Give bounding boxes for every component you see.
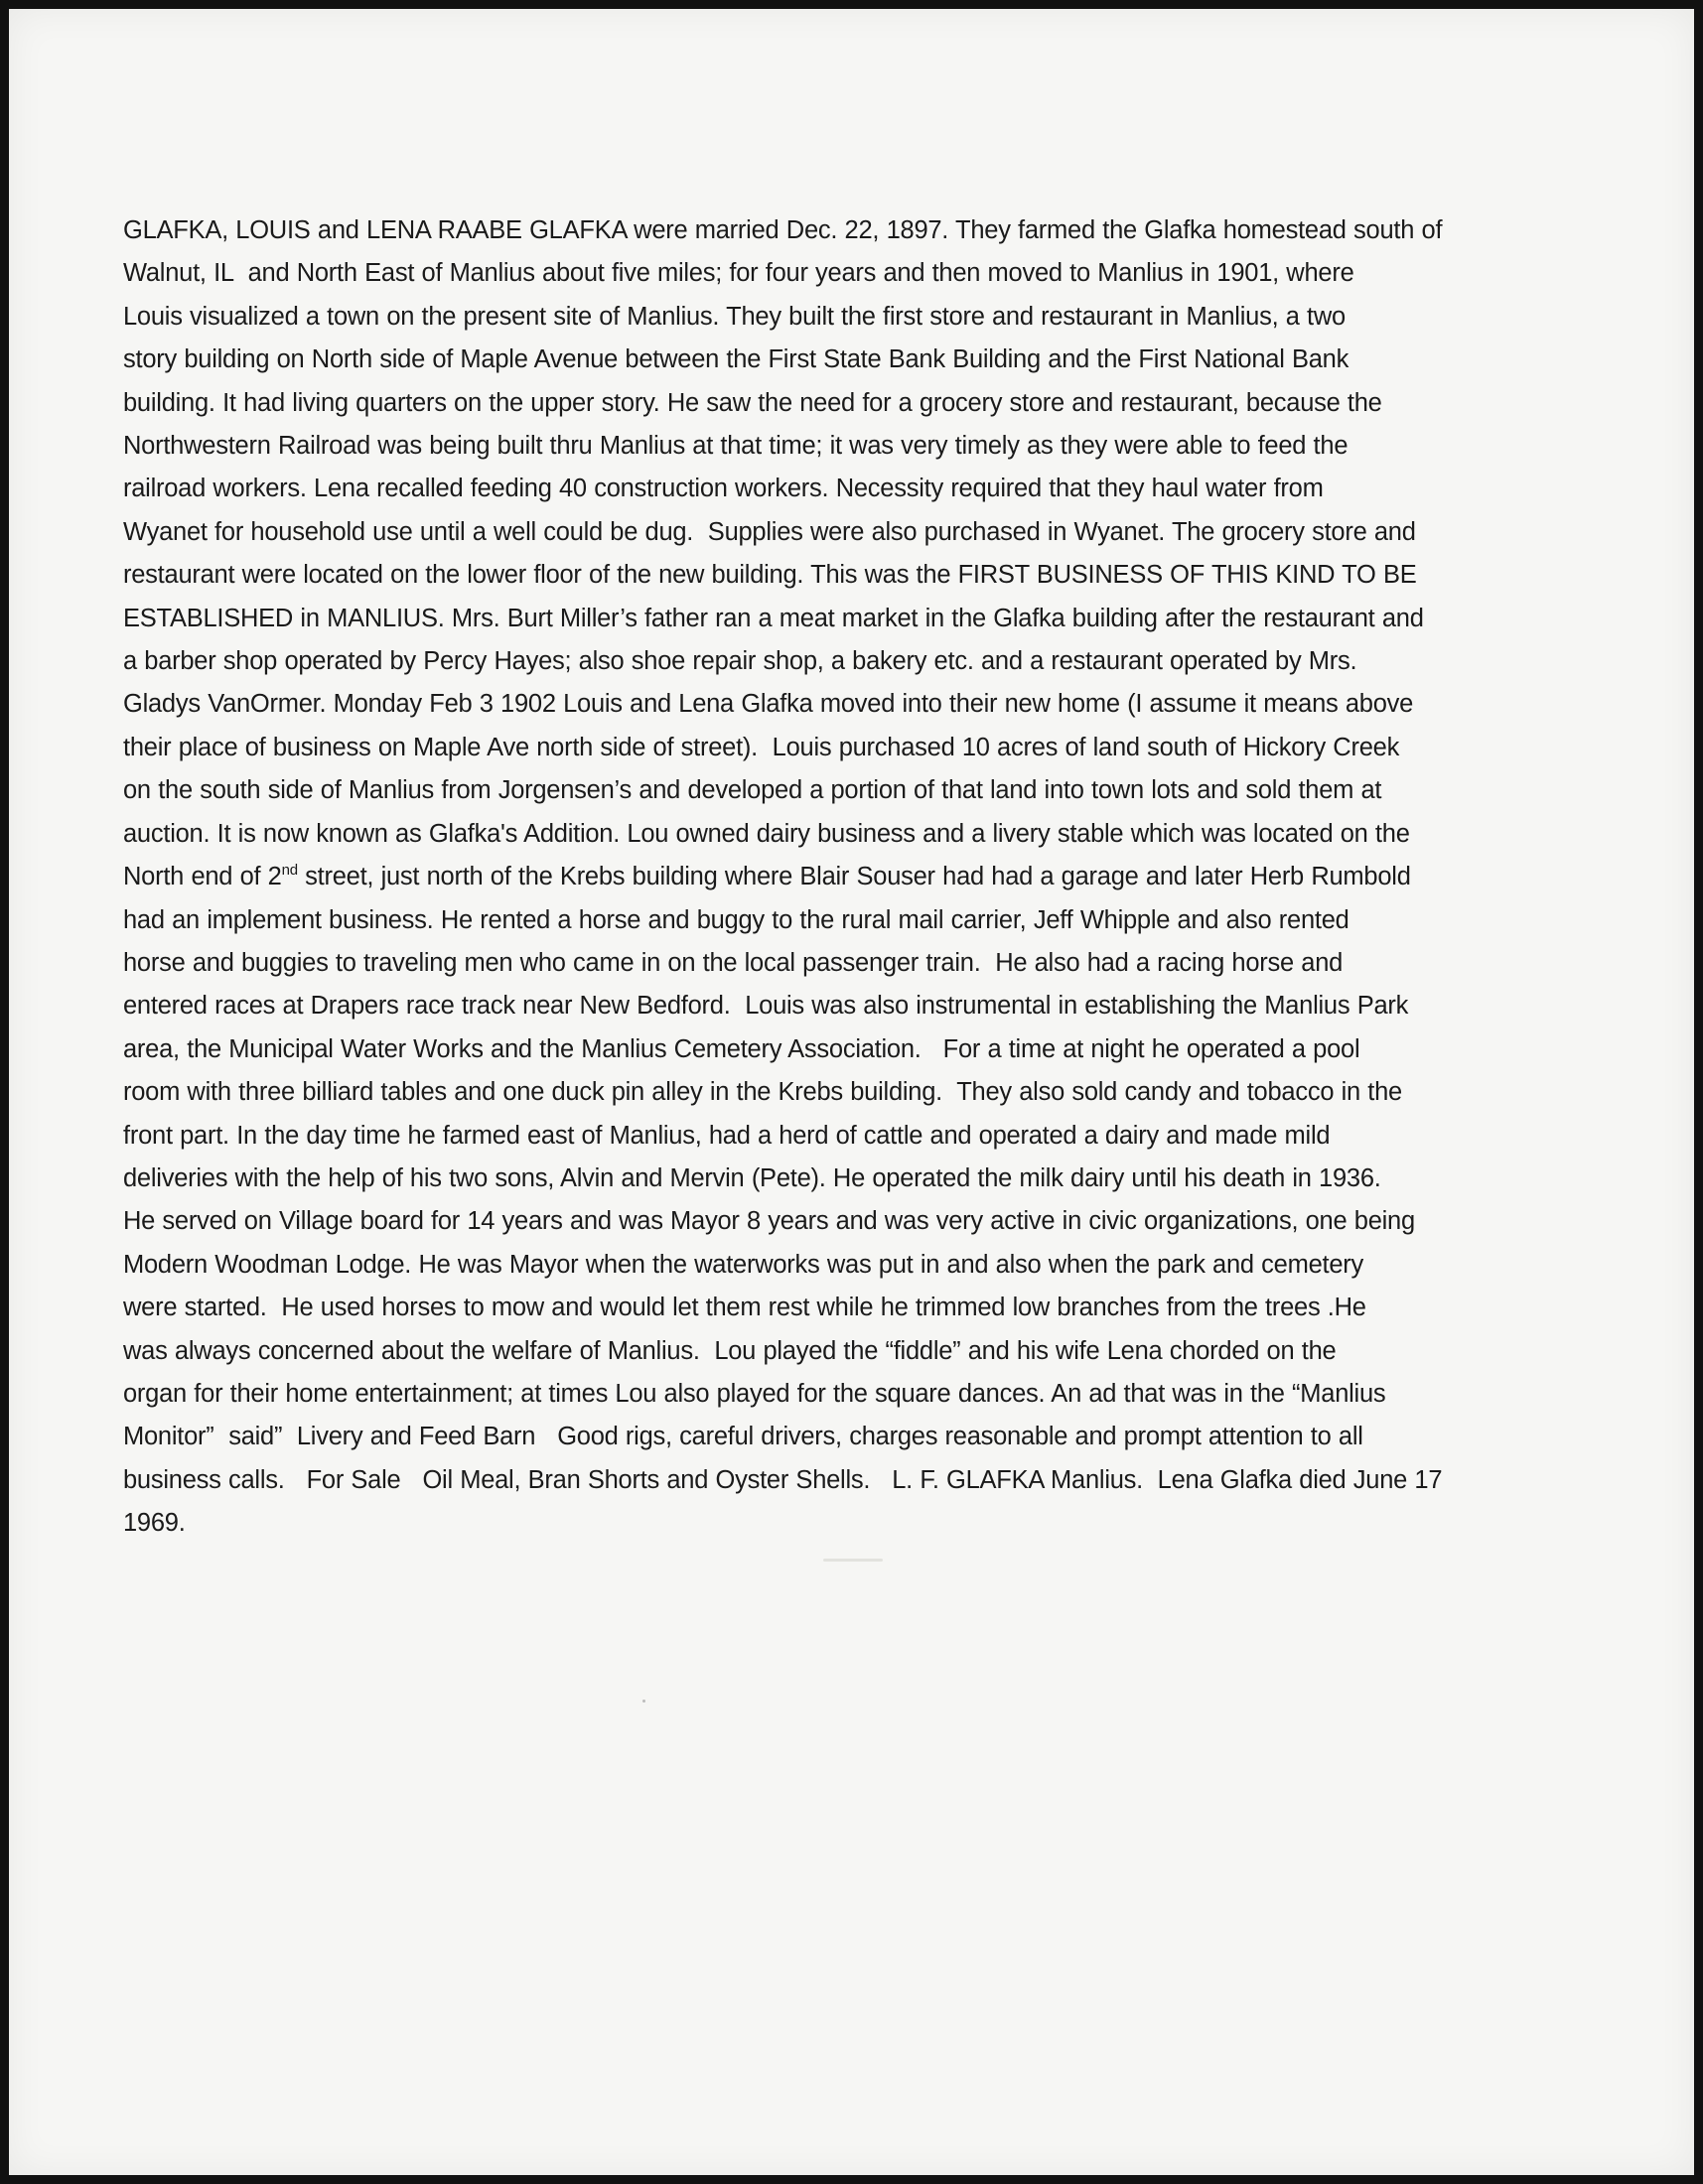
text-line: room with three billiard tables and one duck pin alley in the Krebs building. They also sold candy and tobacco in the	[123, 1078, 1402, 1107]
text-line: Louis visualized a town on the present site of Manlius. They built the first store and restaurant in Manlius, a two	[123, 302, 1346, 331]
text-line: on the south side of Manlius from Jorgensen’s and developed a portion of that land into town lots and sold them at	[123, 776, 1382, 805]
ordinal-superscript: nd	[281, 862, 298, 880]
text-line: story building on North side of Maple Avenue between the First State Bank Building and the First National Bank	[123, 345, 1349, 374]
text-line: business calls. For Sale Oil Meal, Bran Shorts and Oyster Shells. L. F. GLAFKA Manlius. Lena Glafka died June 17	[123, 1465, 1443, 1494]
text-line: 1969.	[123, 1509, 186, 1538]
text-line: auction. It is now known as Glafka's Addition. Lou owned dairy business and a livery stable which was located on the	[123, 819, 1410, 848]
text-line: deliveries with the help of his two sons, Alvin and Mervin (Pete). He operated the milk dairy until his death in 1936.	[123, 1163, 1381, 1192]
line-text-before: North end of 2	[123, 863, 282, 891]
text-line: Northwestern Railroad was being built thru Manlius at that time; it was very timely as they were able to feed the	[123, 432, 1348, 461]
text-line: a barber shop operated by Percy Hayes; also shoe repair shop, a bakery etc. and a restaurant operated by Mrs.	[123, 647, 1357, 676]
text-line: front part. In the day time he farmed east of Manlius, had a herd of cattle and operated a dairy and made mild	[123, 1121, 1331, 1150]
text-line: had an implement business. He rented a horse and buggy to the rural mail carrier, Jeff Whipple and also rented	[123, 905, 1349, 934]
text-line: Wyanet for household use until a well could be dug. Supplies were also purchased in Wyanet. The grocery store and	[123, 517, 1416, 546]
text-line: building. It had living quarters on the upper story. He saw the need for a grocery store and restaurant, because the	[123, 388, 1382, 417]
text-line: Modern Woodman Lodge. He was Mayor when the waterworks was put in and also when the park and cemetery	[123, 1250, 1364, 1279]
text-line: railroad workers. Lena recalled feeding 40 construction workers. Necessity required that they haul water from	[123, 475, 1324, 503]
text-line: GLAFKA, LOUIS and LENA RAABE GLAFKA were married Dec. 22, 1897. They farmed the Glafka homestead south of	[123, 216, 1443, 244]
text-line: ESTABLISHED in MANLIUS. Mrs. Burt Miller’s father ran a meat market in the Glafka building after the restaurant and	[123, 604, 1424, 632]
text-line: He served on Village board for 14 years and was Mayor 8 years and was very active in civic organizations, one being	[123, 1207, 1415, 1236]
text-line: entered races at Drapers race track near New Bedford. Louis was also instrumental in establishing the Manlius Park	[123, 992, 1409, 1021]
text-line: Monitor” said” Livery and Feed Barn Good rigs, careful drivers, charges reasonable and prompt attention to all	[123, 1423, 1363, 1451]
paper-speck	[642, 1700, 645, 1703]
text-line: Walnut, IL and North East of Manlius about five miles; for four years and then moved to Manlius in 1901, where	[123, 259, 1354, 288]
text-line: were started. He used horses to mow and would let them rest while he trimmed low branches from the trees .He	[123, 1294, 1366, 1322]
text-line: area, the Municipal Water Works and the Manlius Cemetery Association. For a time at night he operated a pool	[123, 1034, 1360, 1063]
paper-smudge	[823, 1559, 883, 1562]
text-line: restaurant were located on the lower floor of the new building. This was the FIRST BUSINESS OF THIS KIND TO BE	[123, 561, 1417, 590]
line-text-after: street, just north of the Krebs building where Blair Souser had had a garage and later Herb Rumbold	[297, 863, 1411, 891]
text-line: their place of business on Maple Ave north side of street). Louis purchased 10 acres of land south of Hickory Creek	[123, 733, 1400, 761]
document-body	[123, 209, 1573, 1546]
text-line: was always concerned about the welfare of Manlius. Lou played the “fiddle” and his wife Lena chorded on the	[123, 1336, 1337, 1365]
text-line: organ for their home entertainment; at times Lou also played for the square dances. An ad that was in the “Manlius	[123, 1379, 1386, 1408]
text-line: Gladys VanOrmer. Monday Feb 3 1902 Louis and Lena Glafka moved into their new home (I assume it means above	[123, 690, 1414, 719]
text-line-superscript	[123, 856, 1573, 898]
text-line: horse and buggies to traveling men who came in on the local passenger train. He also had a racing horse and	[123, 948, 1344, 977]
